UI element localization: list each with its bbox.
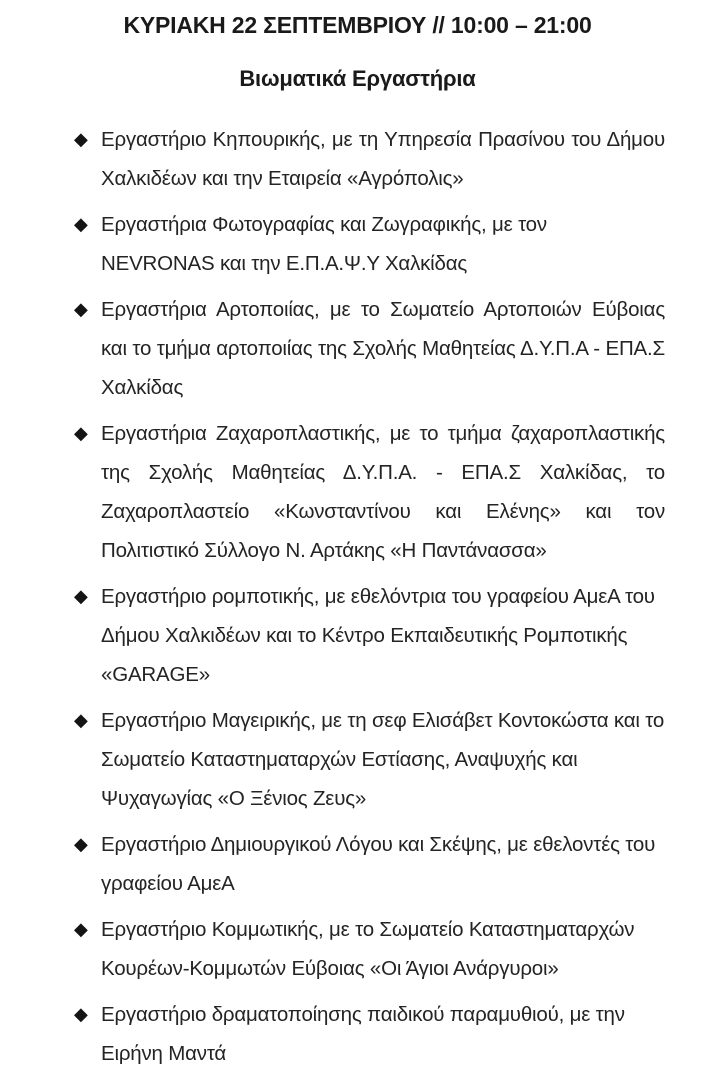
workshop-text: Εργαστήριο Κομμωτικής, με το Σωματείο Καταστηματαρχών Κουρέων-Κομμωτών Εύβοιας «Οι Άγιοι Ανάργυροι» — [101, 918, 635, 980]
workshop-item — [74, 205, 665, 283]
workshop-item — [74, 290, 665, 407]
workshop-item — [74, 120, 665, 198]
workshop-text: Εργαστήριο Κηπουρικής, με τη Υπηρεσία Πρασίνου του Δήμου Χαλκιδέων και την Εταιρεία «Αγρόπολις» — [101, 128, 665, 190]
workshop-item — [74, 577, 665, 694]
workshops-list — [0, 120, 715, 1073]
diamond-bullet-icon: ◆ — [74, 129, 88, 149]
diamond-bullet-icon: ◆ — [74, 214, 88, 234]
workshop-text: Εργαστήριο Μαγειρικής, με τη σεφ Ελισάβετ Κοντοκώστα και το Σωματείο Καταστηματαρχών Εστίασης, Αναψυχής και Ψυχαγωγίας «Ο Ξένιος Ζευς» — [101, 709, 665, 810]
workshop-text: Εργαστήρια Ζαχαροπλαστικής, με το τμήμα ζαχαροπλαστικής της Σχολής Μαθητείας Δ.Υ.Π.Α. - ΕΠΑ.Σ Χαλκίδας, το Ζαχαροπλαστείο «Κωνσταντίνου και Ελένης» και τον Πολιτιστικό Σύλλογο Ν. Αρτάκης «Η Παντάνασσα» — [101, 422, 665, 562]
diamond-bullet-icon: ◆ — [74, 423, 88, 443]
diamond-bullet-icon: ◆ — [74, 919, 88, 939]
workshop-item — [74, 701, 665, 818]
diamond-bullet-icon: ◆ — [74, 586, 88, 606]
workshop-item — [74, 995, 665, 1073]
diamond-bullet-icon: ◆ — [74, 710, 88, 730]
workshop-item — [74, 910, 665, 988]
diamond-bullet-icon: ◆ — [74, 299, 88, 319]
workshop-text: Εργαστήριο Δημιουργικού Λόγου και Σκέψης, με εθελοντές του γραφείου ΑμεΑ — [101, 833, 656, 895]
workshop-text: Εργαστήρια Αρτοποιίας, με το Σωματείο Αρτοποιών Εύβοιας και το τμήμα αρτοποιίας της Σχολής Μαθητείας Δ.Υ.Π.Α - ΕΠΑ.Σ Χαλκίδας — [101, 298, 665, 399]
workshop-text: Εργαστήριο δραματοποίησης παιδικού παραμυθιού, με την Ειρήνη Μαντά — [101, 1003, 625, 1065]
workshop-text: Εργαστήρια Φωτογραφίας και Ζωγραφικής, με τον NEVRONAS και την Ε.Π.Α.Ψ.Υ Χαλκίδας — [101, 213, 547, 275]
workshop-item — [74, 825, 665, 903]
workshop-item — [74, 414, 665, 570]
event-date-title: ΚΥΡΙΑΚΗ 22 ΣΕΠΤΕΜΒΡΙΟΥ // 10:00 – 21:00 — [123, 12, 592, 38]
workshop-text: Εργαστήριο ρομποτικής, με εθελόντρια του γραφείου ΑμεΑ του Δήμου Χαλκιδέων και το Κέντρο Εκπαιδευτικής Ρομποτικής «GARAGE» — [101, 585, 655, 686]
section-title: Βιωματικά Εργαστήρια — [239, 66, 476, 91]
diamond-bullet-icon: ◆ — [74, 834, 88, 854]
diamond-bullet-icon: ◆ — [74, 1004, 88, 1024]
